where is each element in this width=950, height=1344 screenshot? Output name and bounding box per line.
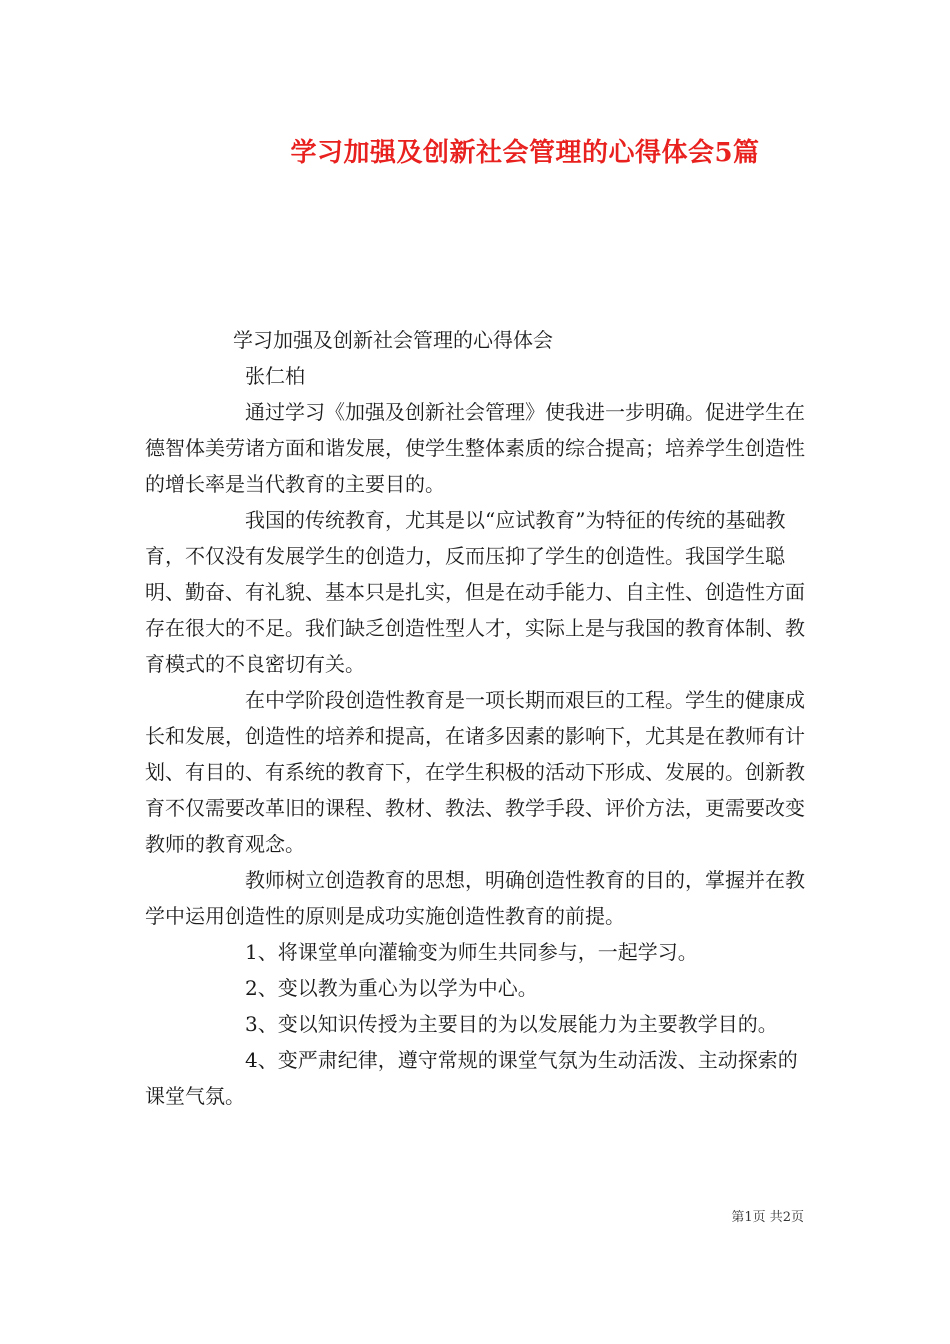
essay-title: 学习加强及创新社会管理的心得体会 (233, 328, 553, 352)
paragraph: 通过学习《加强及创新社会管理》使我进一步明确。促进学生在德智体美劳诸方面和谐发展，使学生整体素质的综合提高；培养学生创造性的增长率是当代教育的主要目的。 (145, 400, 805, 496)
list-item: 3、变以知识传授为主要目的为以发展能力为主要教学目的。 (245, 1012, 778, 1036)
document-body (145, 322, 810, 1114)
list-item: 1、将课堂单向灌输变为师生共同参与，一起学习。 (245, 940, 698, 964)
page-number: 第1页 共2页 (731, 1210, 804, 1225)
list-item: 4、变严肃纪律，遵守常规的课堂气氛为生动活泼、主动探索的课堂气氛。 (145, 1048, 798, 1108)
paragraph: 我国的传统教育，尤其是以“应试教育”为特征的传统的基础教育，不仅没有发展学生的创造力，反而压抑了学生的创造性。我国学生聪明、勤奋、有礼貌、基本只是扎实，但是在动手能力、自主性、创造性方面存在很大的不足。我们缺乏创造性型人才，实际上是与我国的教育体制、教育模式的不良密切有关。 (145, 508, 805, 676)
paragraph: 在中学阶段创造性教育是一项长期而艰巨的工程。学生的健康成长和发展，创造性的培养和提高，在诸多因素的影响下，尤其是在教师有计划、有目的、有系统的教育下，在学生积极的活动下形成、发展的。创新教育不仅需要改革旧的课程、教材、教法、教学手段、评价方法，更需要改变教师的教育观念。 (145, 688, 805, 856)
author-name: 张仁柏 (245, 364, 305, 388)
document-title: 学习加强及创新社会管理的心得体会5篇 (290, 138, 760, 168)
paragraph: 教师树立创造教育的思想，明确创造性教育的目的，掌握并在教学中运用创造性的原则是成功实施创造性教育的前提。 (145, 868, 805, 928)
list-item: 2、变以教为重心为以学为中心。 (245, 976, 538, 1000)
